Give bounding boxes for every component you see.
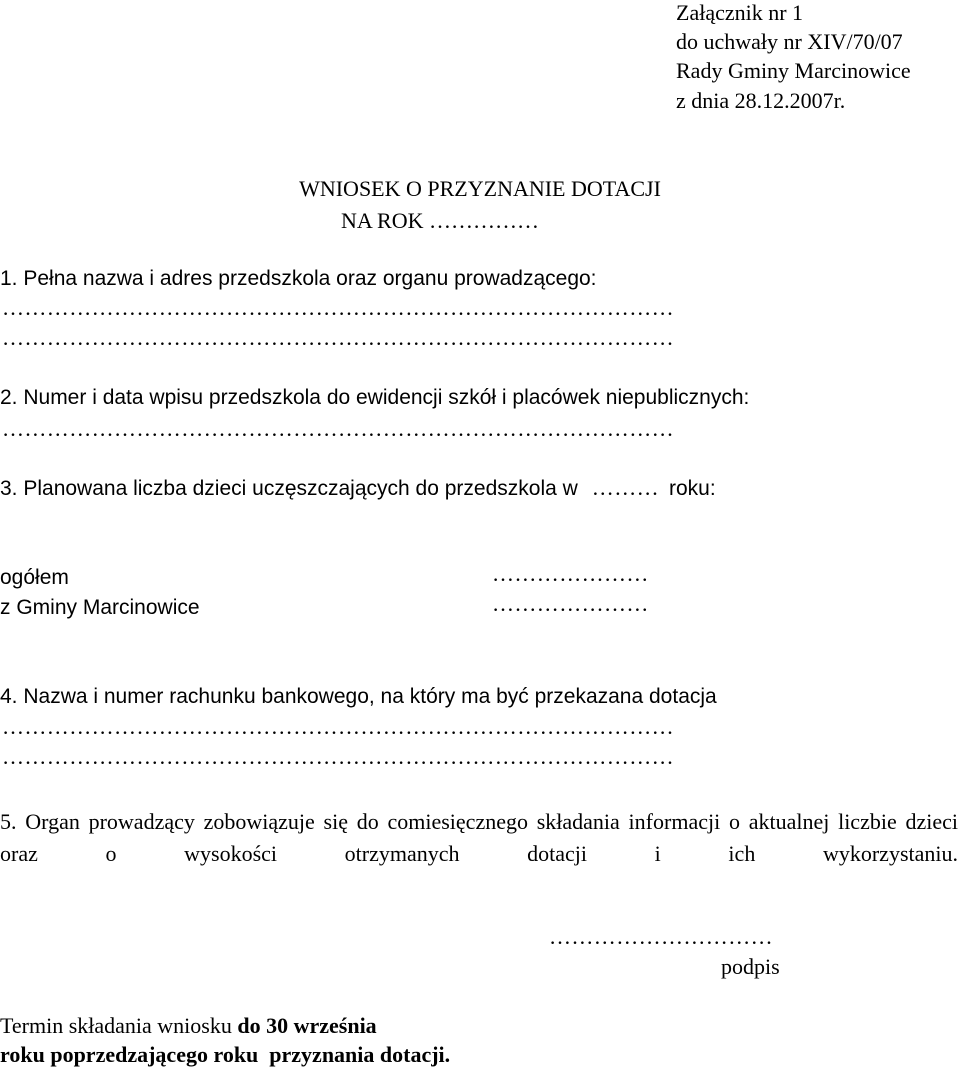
deadline-note-bold: do 30 września [237, 1013, 377, 1038]
section2-dots-line1: ……………………………………………………………………………… [2, 416, 674, 441]
children-gmina-label: z Gminy Marcinowice [0, 596, 200, 619]
document-title-line1: WNIOSEK O PRZYZNANIE DOTACJI [299, 176, 661, 201]
section1-dots-line1: ……………………………………………………………………………… [2, 295, 674, 320]
deadline-note-line1 [0, 1015, 377, 1037]
section2-label: 2. Numer i data wpisu przedszkola do ewidencji szkół i placówek niepublicznych: [0, 386, 750, 409]
section3-label-end: roku: [669, 477, 716, 500]
document-title-line2: NA ROK …………… [340, 208, 539, 233]
section3-label [0, 477, 716, 499]
council-name: Rady Gminy Marcinowice [676, 58, 911, 83]
deadline-note-normal: Termin składania wniosku [0, 1013, 238, 1038]
deadline-note-line2-bold: roku poprzedzającego roku przyznania dotacji. [0, 1042, 451, 1067]
signature-dots: ………………………… [549, 924, 773, 949]
resolution-number: do uchwały nr XIV/70/07 [676, 29, 903, 54]
section1-dots-line2: ……………………………………………………………………………… [2, 325, 674, 350]
section3-year-dots: ……… [591, 475, 659, 500]
attachment-header [676, 0, 911, 113]
section4-dots-line1: ……………………………………………………………………………… [2, 714, 674, 739]
section1-label: 1. Pełna nazwa i adres przedszkola oraz organu prowadzącego: [0, 267, 597, 290]
children-total-label: ogółem [0, 566, 69, 589]
section4-dots-line2: ……………………………………………………………………………… [2, 744, 674, 769]
attachment-number: Załącznik nr 1 [676, 0, 804, 25]
resolution-date: z dnia 28.12.2007r. [676, 88, 846, 113]
children-total-dots: ………………… [492, 561, 649, 586]
signature-label: podpis [721, 954, 780, 979]
section4-label: 4. Nazwa i numer rachunku bankowego, na który ma być przekazana dotacja [0, 685, 717, 708]
deadline-note-line2 [0, 1044, 450, 1066]
children-gmina-dots: ………………… [492, 591, 649, 616]
section3-label-start: 3. Planowana liczba dzieci uczęszczających do przedszkola w [0, 477, 578, 500]
section5-statement: 5. Organ prowadzący zobowiązuje się do comiesięcznego składania informacji o aktualnej liczbie dzieci oraz o wysokości otrzymanych dotacji i ich wykorzystaniu. [0, 809, 958, 866]
